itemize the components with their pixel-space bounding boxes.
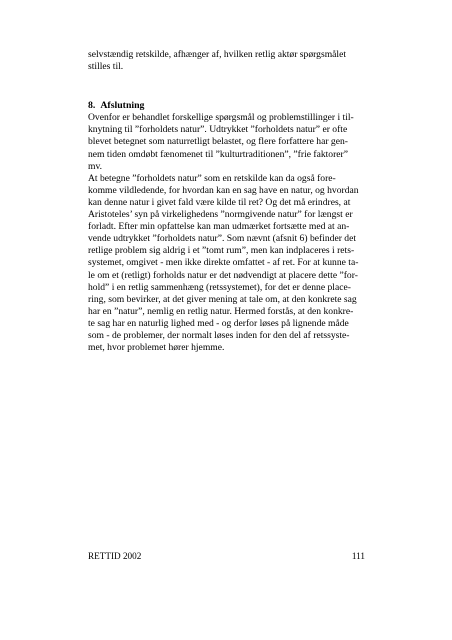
body-paragraph-2: At betegne ”forholdets natur” som en retskilde kan da også fore- komme vildledende, for hvordan kan en sag have en natur, og hvordan kan denne natur i givet fald være kilde til ret? Og det må erindres, at Aristoteles’ syn på virkelighedens ”normgivende natur” for længst er forladt. Efter min opfattelse kan man udmærket fortsætte med at an- vende udtrykket ”forholdets natur”. Som nævnt (afsnit 6) befinder det retlige problem sig aldrig i et ”tomt rum”, men kan indplaceres i rets- systemet, omgivet - men ikke direkte omfattet - af ret. For at kunne ta- le om et (retligt) forholds natur er det nødvendigt at placere dette ”for- hold” i en retlig sammenhæng (retssystemet), for det er denne place- ring, som bevirker, at det giver mening at tale om, at den konkrete sag har en ”natur”, nemlig en retlig natur. Hermed forstås, at den konkre- te sag har en naturlig lighed med - og derfor løses på lignende måde som - de problemer, der normalt løses inden for den del af retssyste- met, hvor problemet hører hjemme. — [88, 172, 359, 354]
section-heading — [88, 100, 365, 112]
continued-paragraph: selvstændig retskilde, afhænger af, hvilken retlig aktør spørgsmålet stilles til. — [88, 49, 347, 73]
page-body — [88, 49, 365, 354]
footer-journal: RETTID 2002 — [88, 551, 142, 561]
page-footer — [88, 551, 365, 562]
footer-page-number: 111 — [351, 551, 365, 561]
body-paragraph-1: Ovenfor er behandlet forskellige spørgsmål og problemstillinger i til- knytning til ”forholdets natur”. Udtrykket ”forholdets natur” er ofte blevet betegnet som naturretligt belastet, og flere forfattere har gen- nem tiden omdøbt fænomenet til ”kulturtraditionen”, ”frie faktorer” mv. — [88, 112, 354, 172]
section-number: 8. — [88, 100, 96, 112]
section-title: Afslutning — [100, 100, 145, 112]
